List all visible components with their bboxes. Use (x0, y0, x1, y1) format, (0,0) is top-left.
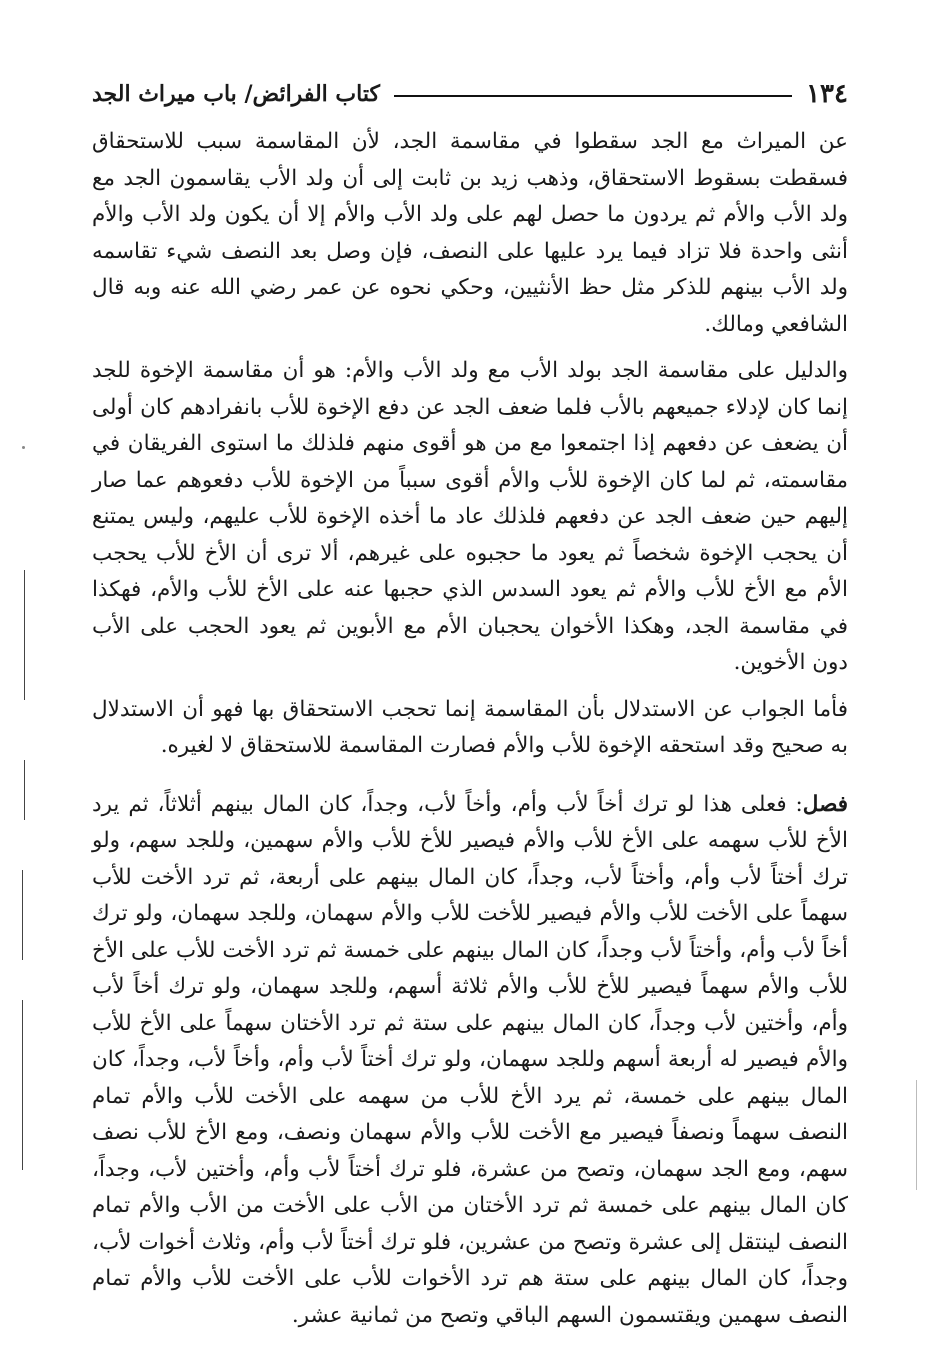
scan-edge-left-4 (22, 1000, 23, 1170)
fasl-label: فصل (802, 791, 848, 817)
scan-edge-left-3 (22, 870, 23, 960)
scan-edge-left-1 (24, 570, 25, 700)
paragraph-1: عن الميراث مع الجد سقطوا في مقاسمة الجد، لأن المقاسمة سبب للاستحقاق فسقطت بسقوط الاستحقاق، وذهب زيد بن ثابت إلى أن ولد الأب يقاسمون الجد مع ولد الأب والأم ثم يردون ما حصل لهم على ولد الأب والأم إلا أن يكون ولد الأب والأم أنثى واحدة فلا تزاد فيما يرد عليها على النصف، فإن وصل بعد النصف شيء تقاسمه ولد الأب بينهم للذكر مثل حظ الأنثيين، وحكي نحوه عن عمر رضي الله عنه وبه قال الشافعي ومالك. (92, 129, 848, 337)
margin-dot (22, 446, 25, 449)
paragraph-3: فأما الجواب عن الاستدلال بأن المقاسمة إنما تحجب الاستحقاق بها فهو أن الاستدلال به صحيح وقد استحقه الإخوة للأب والأم فصارت المقاسمة للاستحقاق لا لغيره. (92, 696, 848, 758)
running-title: كتاب الفرائض/ باب ميراث الجد (92, 81, 380, 107)
body-text (92, 124, 848, 1334)
scan-edge-left-2 (24, 760, 25, 820)
page-number: ١٣٤ (806, 79, 848, 109)
scan-edge-right (916, 1080, 917, 1190)
fasl-text: : فعلى هذا لو ترك أخاً لأب وأم، وأخاً لأب، وجداً، كان المال بينهم أثلاثاً، ثم يرد الأخ للأب سهمه على الأخ للأب والأم فيصير للأخ للأب والأم سهمين، وللجد سهم، ولو ترك أختاً لأب وأم، وأختاً لأب، وجداً، كان المال بينهم على أربعة، ثم ترد الأخت للأب سهماً على الأخت للأب والأم فيصير للأخت للأب والأم سهمان، وللجد سهمان، ولو ترك أخاً لأب وأم، وأختاً لأب وجداً، كان المال بينهم على خمسة ثم ترد الأخت للأب على الأخ للأب والأم سهماً فيصير للأخ للأب والأم ثلاثة أسهم، وللجد سهمان، ولو ترك أخاً لأب وأم، وأختين لأب وجداً، كان المال بينهم على ستة ثم ترد الأختان سهماً على الأخ للأب والأم فيصير له أربعة أسهم وللجد سهمان، ولو ترك أختاً لأب وأم، وأخاً لأب، وجداً، كان المال بينهم على خمسة، ثم يرد الأخ للأب من سهمه على الأخت للأب والأم تمام النصف سهماً ونصفاً فيصير مع الأخت للأب والأم سهمان ونصف، ومع الأخ للأب نصف سهم، ومع الجد سهمان، وتصح من عشرة، فلو ترك أختاً لأب وأم، وأختين لأب، وجداً، كان المال بينهم على خمسة ثم ترد الأختان من الأب على الأخت من الأب والأم تمام النصف لينتقل إلى عشرة وتصح من عشرين، فلو ترك أختاً لأب وأم، وثلاث أخوات لأب، وجداً، كان المال بينهم على ستة هم ترد الأخوات للأب على الأخت للأب والأم تمام النصف سهمين ويقتسمون السهم الباقي وتصح من ثمانية عشر. (92, 791, 848, 1328)
page-header (92, 74, 848, 114)
paragraph-2: والدليل على مقاسمة الجد بولد الأب مع ولد الأب والأم: هو أن مقاسمة الإخوة للجد إنما كان لإدلاء جميعهم بالأب فلما ضعف الجد عن دفع الإخوة للأب بانفرادهم كان أولى أن يضعف عن دفعهم إذا اجتمعوا مع من هو أقوى منهم فلذلك ما استوى الفريقان في مقاسمته، ثم لما كان الإخوة للأب والأم أقوى سبباً من الإخوة للأب دفعوهم عما صار إليهم حين ضعف الجد عن دفعهم فلذلك عاد ما أخذه الإخوة للأب عليهم، وليس يمتنع أن يحجب الإخوة شخصاً ثم يعود ما حجبوه على غيرهم، ألا ترى أن الأخ للأب يحجب الأم مع الأخ للأب والأم ثم يعود السدس الذي حجبها عنه على الأخ للأب والأم، فهكذا في مقاسمة الجد، وهكذا الأخوان يحجبان الأم مع الأبوين ثم يعود الحجب على الأب دون الأخوين. (92, 358, 848, 675)
header-rule (394, 95, 792, 97)
fasl-paragraph (92, 787, 848, 1335)
